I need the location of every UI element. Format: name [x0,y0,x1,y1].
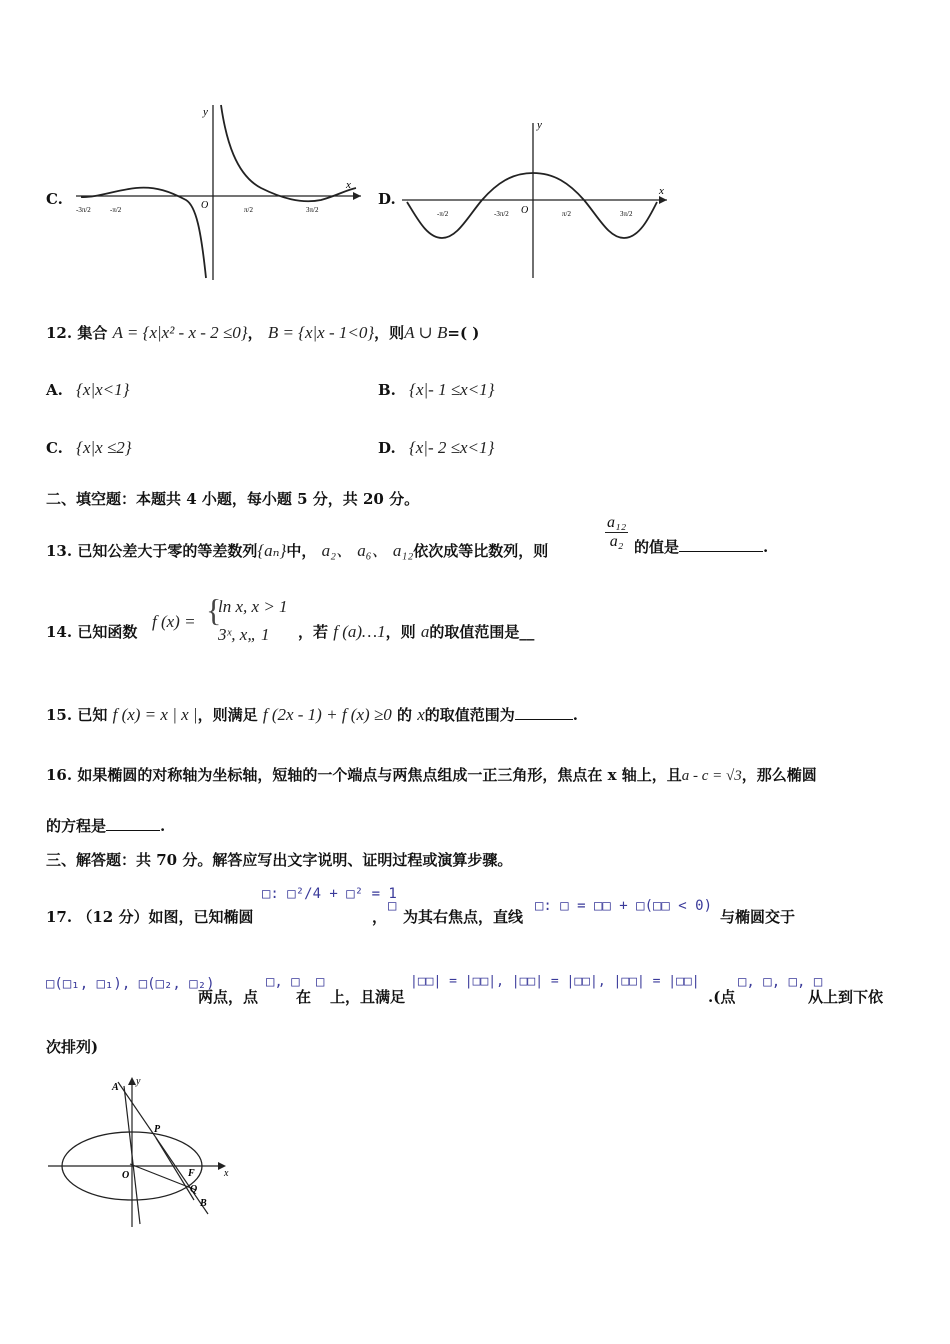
q12-option-b [378,380,494,400]
graph-c-tick-1: -π/2 [110,206,122,214]
q14-text-2: ，若 [298,623,329,641]
section-2-title: 二、填空题：本题共 4 小题，每小题 5 分，共 20 分。 [46,490,420,508]
figure-label-p: P [154,1124,161,1135]
q12-option-c [46,438,132,458]
q17-number: 17. [46,908,73,926]
q16-line-2-text: 的方程是 [46,817,107,835]
q17-focus-symbol: □ [388,898,397,914]
q15-text-3: 的 [396,706,412,724]
figure-label-q: Q [190,1184,198,1195]
graph-c-tick-3: -3π/2 [76,206,91,214]
q14-lead [46,621,137,642]
figure-label-a: A [112,1082,119,1093]
q17-order: □, □, □, □ [738,974,823,990]
graph-d-tick-3: -3π/2 [494,210,509,218]
q14-text-4: 的取值范围是__ [429,623,535,641]
section-3-title: 三、解答题：共 70 分。解答应写出文字说明、证明过程或演算步骤。 [46,851,513,869]
q12-lead: 集合 [77,324,108,342]
graph-d-x-arrow [659,196,667,204]
q17-ellipse-eq: □: □²/4 + □² = 1 [262,886,397,902]
graph-d-tick-4: 3π/2 [620,210,633,218]
q13-text-4: 的值是 [634,538,680,556]
q15-stem [46,704,578,725]
q16-stem [46,764,817,785]
graph-c-y-label: y [203,106,208,118]
graph-c-x-label: x [346,179,351,191]
q13-number: 13. [46,542,73,560]
q16-line-2 [46,815,165,836]
q14-cond: f (a)…1 [333,622,386,641]
figure-y-label: y [136,1076,141,1087]
q17-comma: ， [372,908,388,926]
figure-x-label: x [224,1168,229,1179]
graph-d-tick-1: -π/2 [437,210,449,218]
graph-d-y-label: y [537,119,542,131]
figure-label-b: B [200,1198,207,1209]
q13-terms: a₂、 a₆、 a₁₂ [321,541,414,560]
q17-text-7: .(点 [708,988,736,1006]
graph-d-curve [407,173,657,238]
q15-ineq: f (2x - 1) + f (x) ≥0 [262,705,392,724]
graph-d-tick-2: π/2 [562,210,571,218]
q12-option-b-text: {x|- 1 ≤x<1} [409,380,495,399]
q13-blank [679,537,763,552]
q17-on-line: □ [316,974,325,990]
figure-y-arrow [128,1077,136,1085]
q12-then: ，则 [374,324,405,342]
q13-stem [46,536,548,561]
q17-text-6: 上，且满足 [330,988,406,1006]
q14-text-3: ，则 [385,623,416,641]
option-d-label: D. [378,190,396,208]
q15-var: x [417,705,425,724]
q17-lead [46,906,253,927]
q17-figure [46,1072,236,1232]
q17-text-5: 在 [296,988,312,1006]
q17-line-eq: □: □ = □□ + □(□□ < 0) [535,898,713,914]
q14-number: 14. [46,623,73,641]
q16-blank [106,816,160,831]
q17-text-8: 从上到下依 [808,988,884,1006]
q12-option-b-key: B. [378,381,396,399]
q12-option-d [378,438,494,458]
q12-option-c-key: C. [46,439,63,457]
q15-text-2: ，则满足 [197,706,258,724]
q14-case-1: ln x, x > 1 [218,597,288,616]
q12-option-a-text: {x|x<1} [76,380,130,399]
q12-set-b: B = {x|x - 1<0} [267,323,375,342]
q15-blank [515,705,573,720]
graph-c-origin: O [201,200,209,211]
q14-text-1: 已知函数 [77,623,138,641]
q12-option-a [46,380,129,400]
q17-score: （12 分）如图，已知椭圆 [77,908,254,926]
q16-number: 16. [46,766,73,784]
q12-number: 12. [46,324,73,342]
q15-number: 15. [46,706,73,724]
graph-c-tick-2: π/2 [244,206,253,214]
q15-fx: f (x) = x | x | [112,705,198,724]
q17-text-3: 与椭圆交于 [720,908,796,926]
q13-fraction-num: a₁₂ [607,514,627,531]
q17-text-2: 为其右焦点，直线 [403,908,524,926]
q16-text-2: ，那么椭圆 [741,766,817,784]
graph-d [402,118,672,283]
q16-text-1: 如果椭圆的对称轴为坐标轴，短轴的一个端点与两焦点组成一正三角形，焦点在 x 轴上，且 [77,766,682,784]
q17-text-4: 两点，点 [198,988,259,1006]
q13-fraction-den: a₂ [609,533,624,550]
q13-tail [634,536,768,557]
q16-cond: a - c = √3 [681,768,742,784]
graph-c-curve-left [81,188,209,278]
q13-fraction [605,514,628,551]
q17-condition: |□□| = |□□|, |□□| = |□□|, |□□| = |□□| [410,974,700,989]
q13-text-2: 中， [286,542,317,560]
q15-text-4: 的取值范围为 [424,706,515,724]
q17-points: □(□₁, □₁), □(□₂, □₂) [46,976,215,992]
q15-text-1: 已知 [77,706,108,724]
q12-option-a-key: A. [46,381,63,399]
q12-stem [46,322,479,343]
q17-pq: □, □ [266,974,300,990]
q14-fx: f (x) = [152,612,196,631]
q13-text-3: 依次成等比数列，则 [413,542,549,560]
q14-brace: { [206,592,222,628]
q12-tail: =( ) [447,324,480,342]
graph-d-x-label: x [659,185,664,197]
q12-option-d-key: D. [378,439,396,457]
q16-end: . [160,817,166,835]
q13-text-1: 已知公差大于零的等差数列 [77,542,258,560]
option-c-label: C. [46,190,63,208]
q12-option-c-text: {x|x ≤2} [76,438,132,457]
figure-label-o: O [122,1170,130,1181]
q13-end: . [763,538,769,556]
q14-var: a [420,622,430,641]
graph-c [76,100,366,285]
q15-end: . [572,706,579,724]
q17-line-3: 次排列) [46,1038,99,1056]
q13-seq: {aₙ} [257,541,287,560]
q14-rest [298,621,534,642]
q12-set-a: A = {x|x² - x - 2 ≤0} [112,323,248,342]
q12-union: A ∪ B [404,323,448,342]
graph-c-tick-4: 3π/2 [306,206,319,214]
graph-d-origin: O [521,205,529,216]
q12-comma: ， [247,324,263,342]
figure-label-f: F [188,1168,195,1179]
graph-c-curve-right [221,105,356,201]
graph-c-x-arrow [353,192,361,200]
q12-option-d-text: {x|- 2 ≤x<1} [408,438,495,457]
q14-case-2: 3ˣ, x„ 1 [218,625,270,644]
